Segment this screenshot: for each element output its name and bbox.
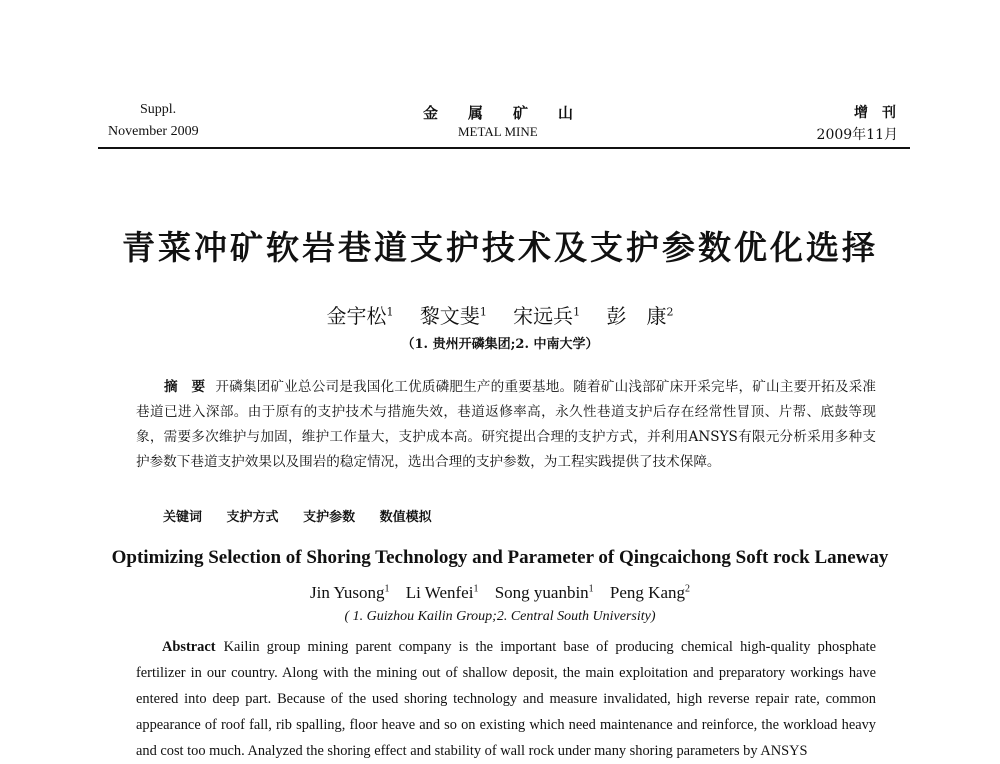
abstract-en-label: Abstract [162, 639, 216, 655]
journal-name-cn: 金属矿山 [423, 104, 604, 122]
authors-cn [0, 300, 1000, 329]
header-supplement-cn: 增刊 [854, 105, 910, 121]
abstract-en-text: Kailin group mining parent company is the important base of producing chemical high-quality phosphate fertilizer in our country. Along with the mining out of shallow deposit, the main exploitation and preparatory workings have entered into deep part. Because of the used shoring technology and measure invalidated, high reverse repair rate, common appearance of roof fall, rib spalling, floor heave and so on existing which need maintenance and reinforce, the workload heavy and cost too much. Analyzed the shoring effect and stability of wall rock under many shoring parameters by ANSYS [136, 639, 876, 759]
journal-name-en: METAL MINE [458, 124, 538, 139]
author-en: Song yuanbin$^1$ [494, 583, 594, 602]
author-en: Li Wenfei$^1$ [405, 583, 479, 602]
header-rule [98, 147, 910, 149]
abstract-cn [136, 375, 876, 475]
header-suppl: Suppl. [140, 102, 177, 117]
abstract-cn-text: 开磷集团矿业总公司是我国化工优质磷肥生产的重要基地。随着矿山浅部矿床开采完毕，矿山主要开拓及采准巷道已进入深部。由于原有的支护技术与措施失效，巷道返修率高，永久性巷道支护后存在经常性冒顶、片帮、底鼓等现象，需要多次维护与加固，维护工作量大，支护成本高。研究提出合理的支护方式，并利用ANSYS有限元分析采用多种支护参数下巷道支护效果以及围岩的稳定情况，选出合理的支护参数，为工程实践提供了技术保障。 [136, 379, 877, 470]
header-date-cn: 2009年11月 [816, 127, 898, 143]
affiliation-en: ( 1. Guizhou Kailin Group;2. Central South University) [344, 609, 656, 624]
header-date-en: November 2009 [108, 124, 199, 139]
keyword-cn: 数值模拟 [379, 510, 432, 525]
keywords-cn [163, 506, 452, 525]
keyword-cn: 支护参数 [303, 510, 356, 525]
paper-title-cn: 青菜冲矿软岩巷道支护技术及支护参数优化选择 [122, 228, 878, 267]
affiliation-cn: （1. 贵州开磷集团;2. 中南大学） [401, 337, 599, 352]
abstract-cn-label: 摘 要 [164, 379, 206, 395]
keywords-cn-label: 关键词 [163, 510, 203, 525]
author-cn: 黎文斐$^1$ [419, 304, 487, 328]
abstract-en [136, 634, 876, 764]
author-cn: 金宇松$^1$ [326, 304, 394, 328]
keyword-cn: 支护方式 [226, 510, 279, 525]
author-cn: 彭 康$^2$ [606, 304, 674, 328]
author-en: Jin Yusong$^1$ [310, 583, 390, 602]
running-header [98, 102, 910, 150]
paper-title-en: Optimizing Selection of Shoring Technology and Parameter of Qingcaichong Soft rock Laneway [111, 547, 889, 568]
author-cn: 宋远兵$^1$ [513, 304, 581, 328]
authors-en [0, 583, 1000, 603]
author-en: Peng Kang$^2$ [609, 583, 690, 602]
